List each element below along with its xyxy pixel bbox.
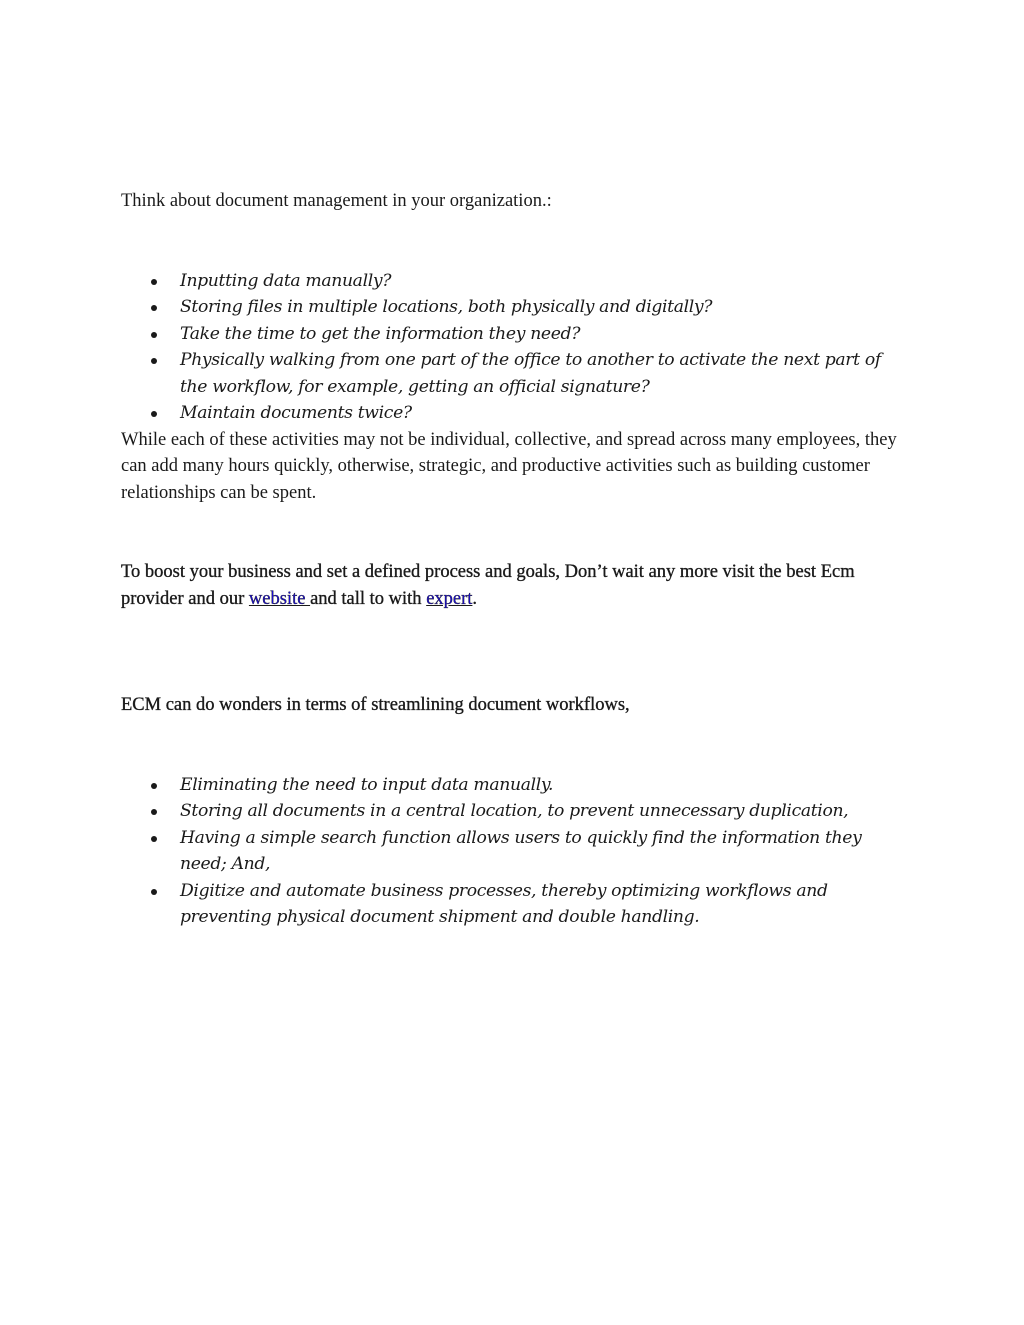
cta-text-before: To boost your business and set a defined process and goals, Don’t wait any more visit the best Ecm provider and our xyxy=(121,562,855,609)
list-item-text: Eliminating the need to input data manually. xyxy=(180,774,554,795)
list-item-text: Maintain documents twice? xyxy=(180,403,412,423)
bullet-icon xyxy=(151,358,157,364)
list-item xyxy=(121,321,911,348)
list-item-text: Having a simple search function allows users to quickly find the information they need; And, xyxy=(180,827,862,874)
ecm-heading: ECM can do wonders in terms of streamlining document workflows, xyxy=(121,695,630,715)
cta-text-middle: and tall to with xyxy=(310,588,427,609)
cta-paragraph xyxy=(121,559,911,612)
list-item-text: Storing files in multiple locations, both physically and digitally? xyxy=(180,297,713,317)
list-item-text: Physically walking from one part of the office to another to activate the next part of the workflow, for example, getting an official signature? xyxy=(180,350,881,397)
bullet-icon xyxy=(151,411,157,417)
benefits-list xyxy=(121,772,911,931)
list-item xyxy=(121,347,911,400)
question-list xyxy=(121,268,911,427)
list-item xyxy=(121,268,911,295)
list-item xyxy=(121,825,911,878)
bullet-icon xyxy=(151,809,157,815)
bullet-icon xyxy=(151,783,157,789)
list-item xyxy=(121,294,911,321)
call-to-action xyxy=(121,559,911,612)
intro-paragraph: Think about document management in your organization.: xyxy=(121,191,552,211)
list-item-text: Take the time to get the information they need? xyxy=(180,323,581,344)
list-item-text: Storing all documents in a central location, to prevent unnecessary duplication, xyxy=(180,801,849,821)
document-page xyxy=(121,188,911,931)
list-item-text: Inputting data manually? xyxy=(180,270,392,291)
website-link[interactable]: website xyxy=(248,588,311,609)
bullet-icon xyxy=(151,332,157,338)
bullet-icon xyxy=(151,279,157,285)
list-item xyxy=(121,400,911,427)
expert-link[interactable]: expert xyxy=(426,588,473,609)
list-item xyxy=(121,772,911,799)
bullet-icon xyxy=(151,305,157,311)
cta-text-after: . xyxy=(472,588,478,609)
list-item-text: Digitize and automate business processes, thereby optimizing workflows and preventing physical document shipment and double handling. xyxy=(180,880,828,927)
body-paragraph: While each of these activities may not be individual, collective, and spread across many employees, they can add many hours quickly, otherwise, strategic, and productive activities such as building customer relationships can be spent. xyxy=(121,429,897,503)
list-item xyxy=(121,798,911,825)
bullet-icon xyxy=(151,889,157,895)
list-item xyxy=(121,878,911,931)
bullet-icon xyxy=(151,836,157,842)
